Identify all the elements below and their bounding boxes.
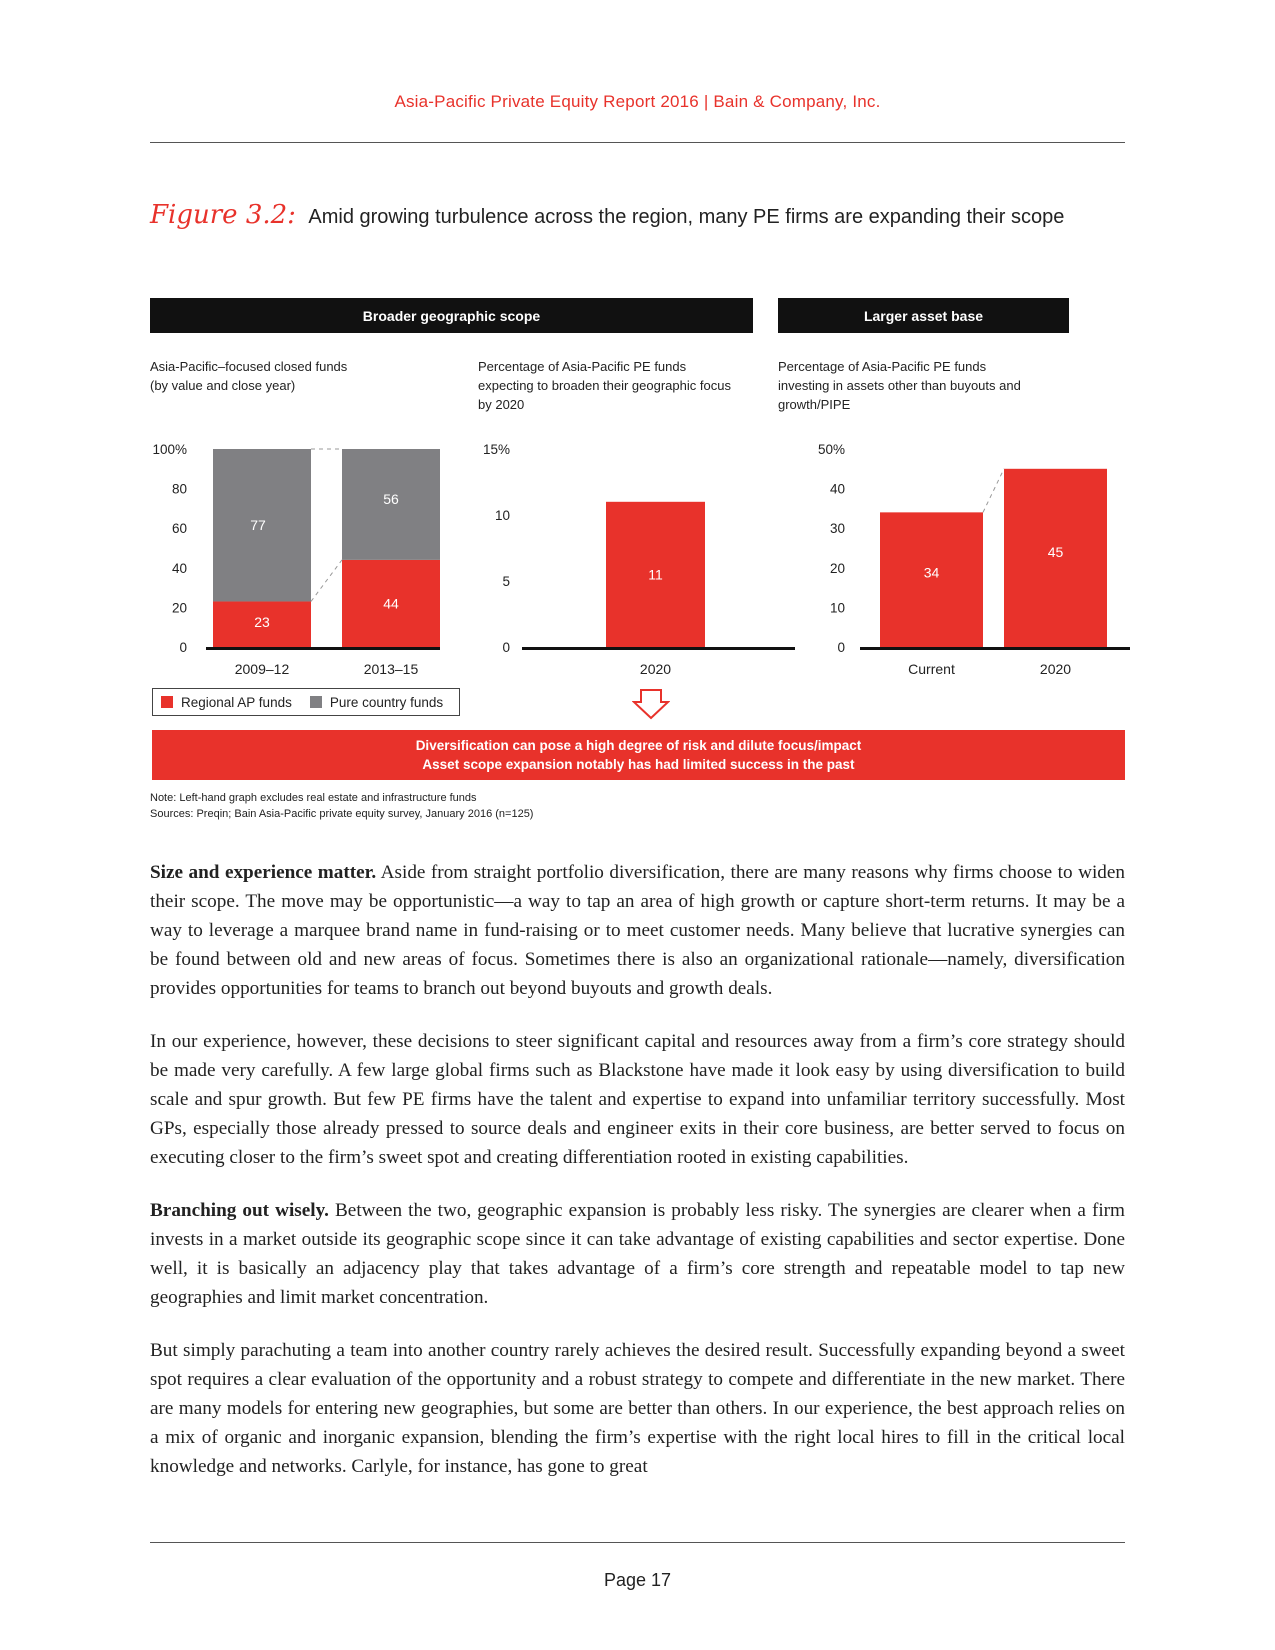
figure-notes [150,790,533,822]
chart2-data-label: 11 [648,566,663,583]
figure-label: Figure 3.2: [150,200,296,230]
chart3-xtick-label: 2020 [1039,661,1072,677]
chart1-ytick-label: 0 [179,640,187,655]
banner-geographic-scope: Broader geographic scope [150,298,753,333]
chart1-label-pure: 56 [383,491,399,507]
paragraph-text: Between the two, geographic expansion is probably less risky. The synergies are clearer when a firm invests in a market outside its geographic scope since it can take advantage of existing capabilities and sector expertise. Done well, it is basically an adjacency play that takes advantage of a firm’s core strength and repeatable model to tap new geographies and limit market concentration. [150,1200,1125,1308]
panel1-subtitle-line: (by value and close year) [150,378,296,393]
legend-swatch-pure [310,696,322,708]
chart3-ytick-label: 50% [817,442,845,457]
chart3-ytick-label: 0 [837,640,845,655]
paragraph-branching-out [150,1196,1125,1312]
paragraph-size-experience [150,858,1125,1003]
figure-charts [0,0,1275,720]
paragraph-text: But simply parachuting a team into another country rarely achieves the desired result. Successfully expanding beyond a sweet spot requires a clear evaluation of the opportunity and a robust strategy to compete and differentiate in the new market. There are many models for entering new geographies, but some are better than others. In our experience, the best approach relies on a mix of organic and inorganic expansion, blending the firm’s expertise with the right local hires to fill in the critical local knowledge and networks. Carlyle, for instance, has gone to great [150,1340,1125,1477]
chart3-ytick-label: 40 [829,481,845,497]
chart1-label-pure: 77 [250,517,266,534]
chart1-ytick-label: 20 [171,600,187,616]
chart1-ytick-label: 80 [171,481,187,497]
panel2-subtitle-line: Percentage of Asia-Pacific PE funds [478,359,687,374]
banner-asset-base: Larger asset base [778,298,1069,333]
chart-legend [152,688,460,716]
chart3-ytick-label: 30 [829,521,845,537]
chart2-ytick-label: 0 [502,640,510,655]
chart2-ytick-label: 15% [482,442,510,457]
chart1-connector-regional [311,560,342,602]
banner-line-1: Diversification can pose a high degree of risk and dilute focus/impact [415,738,862,753]
panel3-subtitle-line: investing in assets other than buyouts and [778,378,1021,393]
footer-rule [150,1542,1125,1543]
panel3-subtitle-line: growth/PIPE [778,397,851,412]
paragraph-lead: Size and experience matter. [150,862,377,883]
panel1-subtitle-line: Asia-Pacific–focused closed funds [150,359,348,374]
chart1-label-regional: 23 [254,614,270,630]
paragraph-text: In our experience, however, these decisions to steer significant capital and resources away from a firm’s core strategy should be made very carefully. A few large global firms such as Blackstone have made it look easy by using diversification to build scale and spur growth. But few PE firms have the talent and expertise to expand into unfamiliar territory successfully. Most GPs, especially those already pressed to source deals and engineer exits in their core business, are better served to focus on executing closer to the firm’s sweet spot and creating differentiation rooted in existing capabilities. [150,1031,1125,1168]
panel2-subtitle-line: expecting to broaden their geographic focus [478,378,731,393]
figure-sources: Sources: Preqin; Bain Asia-Pacific private equity survey, January 2016 (n=125) [150,808,534,820]
legend-label-pure: Pure country funds [329,694,444,710]
paragraph-text: Aside from straight portfolio diversification, there are many reasons why firms choose to widen their scope. The move may be opportunistic—a way to tap an area of high growth or capture short-term returns. It may be a way to leverage a marquee brand name in fund-raising or to meet customer needs. Many believe that lucrative synergies can be found between old and new areas of focus. Sometimes there is also an organizational rationale—namely, diversification provides opportunities for teams to branch out beyond buyouts and growth deals. [150,862,1125,999]
chart3-ytick-label: 10 [829,600,845,616]
chart1-ytick-label: 60 [171,521,187,537]
paragraph-experience [150,1027,1125,1172]
figure-note: Note: Left-hand graph excludes real estate and infrastructure funds [150,792,477,804]
panel2-subtitle-line: by 2020 [478,397,525,412]
chart3-xtick-label: Current [908,661,955,677]
chart2-ytick-label: 5 [502,574,510,589]
chart3-ytick-label: 20 [829,560,845,576]
panel3-subtitle-line: Percentage of Asia-Pacific PE funds [778,359,987,374]
chart2-ytick-label: 10 [494,508,510,523]
figure-heading: Amid growing turbulence across the region, many PE firms are expanding their scope [308,206,1065,228]
banner-line-2: Asset scope expansion notably has had limited success in the past [422,757,855,772]
chart2-xtick-label: 2020 [639,661,672,677]
diversification-banner [152,730,1125,780]
page-number: Page 17 [603,1570,672,1590]
legend-label-regional: Regional AP funds [181,694,292,710]
chart1-label-regional: 44 [383,595,399,612]
chart1-ytick-label: 100% [152,442,187,457]
paragraph-parachuting [150,1336,1125,1481]
chart1-xtick-label: 2013–15 [363,661,419,677]
chart1-xtick-label: 2009–12 [234,661,290,677]
chart3-data-label: 45 [1047,543,1064,560]
chart3-connector [983,469,1004,513]
legend-swatch-regional [161,696,173,708]
down-arrow-icon [632,688,670,720]
chart1-ytick-label: 40 [171,560,187,576]
report-header: Asia-Pacific Private Equity Report 2016 | Bain & Company, Inc. [394,92,881,111]
chart3-data-label: 34 [923,564,940,581]
paragraph-lead: Branching out wisely. [150,1200,329,1221]
